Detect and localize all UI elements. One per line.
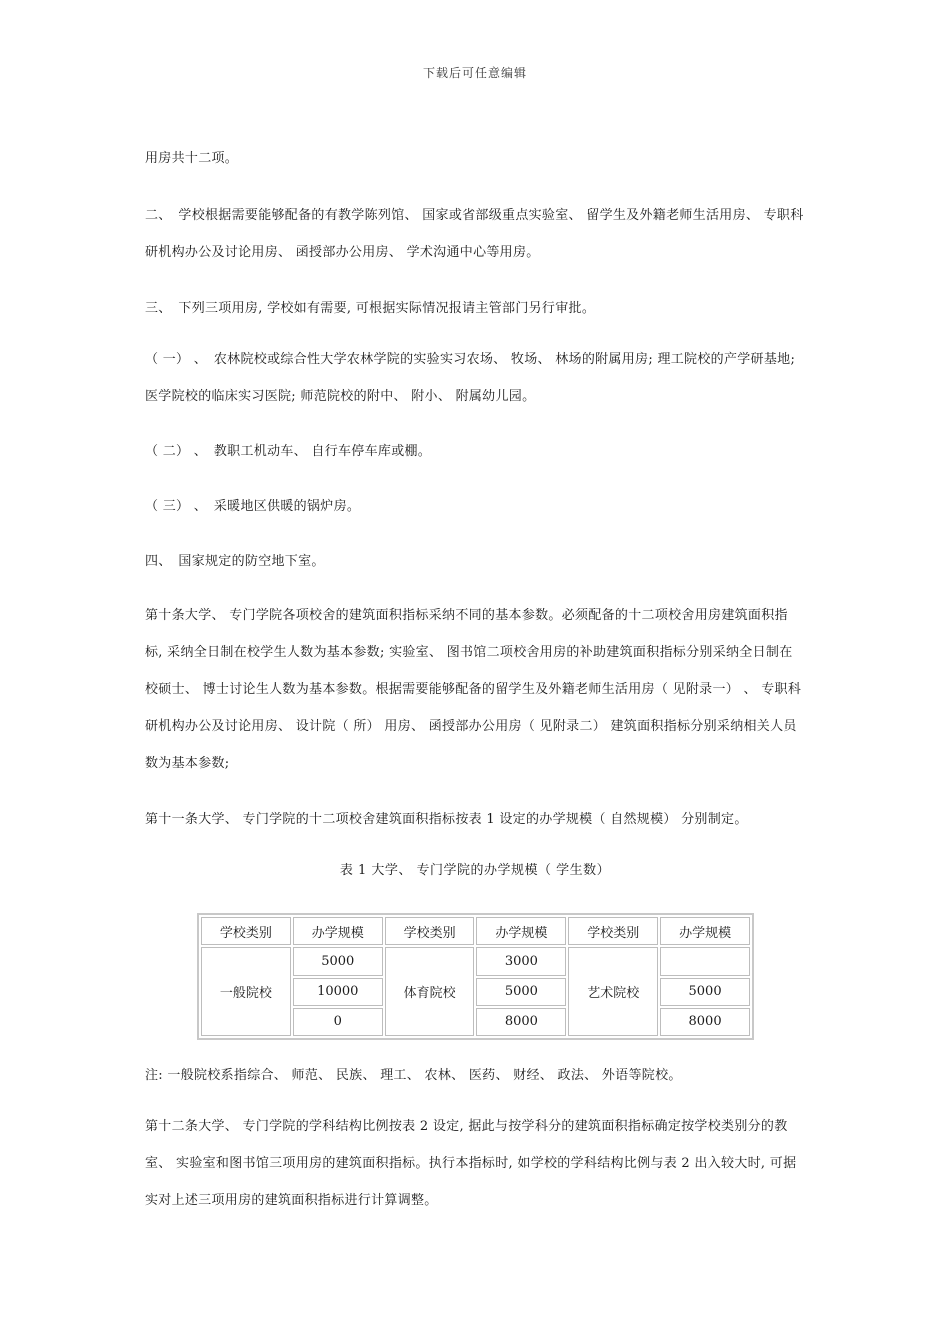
table-header-cell: 办学规模 xyxy=(293,917,383,945)
scale-cell xyxy=(660,947,750,975)
paragraph-3: 三、 下列三项用房, 学校如有需要, 可根据实际情况报请主管部门另行审批。 xyxy=(145,301,596,316)
paragraph-6: （ 三） 、 采暖地区供暖的锅炉房。 xyxy=(145,499,361,514)
scale-cell: 10000 xyxy=(293,978,383,1006)
table-header-row xyxy=(201,917,750,945)
paragraph-5: （ 二） 、 教职工机动车、 自行车停车库或棚。 xyxy=(145,444,432,459)
scale-cell: 8000 xyxy=(660,1008,750,1036)
paragraph-7: 四、 国家规定的防空地下室。 xyxy=(145,554,325,569)
paragraph-1: 用房共十二项。 xyxy=(145,151,239,166)
paragraph-4: （ 一） 、 农林院校或综合性大学农林学院的实验实习农场、 牧场、 林场的附属用房; 理工院校的产学研基地; 医学院校的临床实习医院; 师范院校的附中、 附小、 附属幼儿园。 xyxy=(145,352,796,404)
table-caption: 表 1 大学、 专门学院的办学规模（ 学生数） xyxy=(339,863,611,878)
school-type-cell: 一般院校 xyxy=(201,947,291,1036)
paragraph-article-10: 第十条大学、 专门学院各项校舍的建筑面积指标采纳不同的基本参数。必须配备的十二项校舍用房建筑面积指标, 采纳全日制在校学生人数为基本参数; 实验室、 图书馆二项校舍用房的补助建筑面积指标分别采纳全日制在校硕士、 博士讨论生人数为基本参数。根据需要能够配备的留学生及外籍老师生活用房（ 见附录一） 、 专职科研机构办公及讨论用房、 设计院（ 所） 用房、 函授部办公用房（ 见附录二） 建筑面积指标分别采纳相关人员数为基本参数; xyxy=(145,608,802,771)
paragraph-2: 二、 学校根据需要能够配备的有教学陈列馆、 国家或省部级重点实验室、 留学生及外籍老师生活用房、 专职科研机构办公及讨论用房、 函授部办公用房、 学术沟通中心等用房。 xyxy=(145,208,804,260)
table-header-cell: 办学规模 xyxy=(660,917,750,945)
table-header-cell: 办学规模 xyxy=(476,917,566,945)
scale-cell: 5000 xyxy=(476,978,566,1006)
scale-cell: 5000 xyxy=(293,947,383,975)
table-note: 注: 一般院校系指综合、 师范、 民族、 理工、 农林、 医药、 财经、 政法、 外语等院校。 xyxy=(145,1068,682,1083)
paragraph-article-12: 第十二条大学、 专门学院的学科结构比例按表 2 设定, 据此与按学科分的建筑面积指标确定按学校类别分的教室、 实验室和图书馆三项用房的建筑面积指标。执行本指标时, 如学校的学科结构比例与表 2 出入较大时, 可据实对上述三项用房的建筑面积指标进行计算调整。 xyxy=(145,1119,797,1208)
scale-cell: 5000 xyxy=(660,978,750,1006)
school-type-cell: 艺术院校 xyxy=(568,947,658,1036)
table-header-cell: 学校类别 xyxy=(568,917,658,945)
table-row xyxy=(201,947,750,975)
paragraph-article-11: 第十一条大学、 专门学院的十二项校舍建筑面积指标按表 1 设定的办学规模（ 自然规模） 分别制定。 xyxy=(145,812,748,827)
page-header: 下载后可任意编辑 xyxy=(422,66,527,80)
scale-cell: 8000 xyxy=(476,1008,566,1036)
school-type-cell: 体育院校 xyxy=(385,947,475,1036)
school-scale-table xyxy=(197,913,754,1040)
table-header-cell: 学校类别 xyxy=(201,917,291,945)
scale-cell: 3000 xyxy=(476,947,566,975)
table-header-cell: 学校类别 xyxy=(385,917,475,945)
scale-cell: 0 xyxy=(293,1008,383,1036)
